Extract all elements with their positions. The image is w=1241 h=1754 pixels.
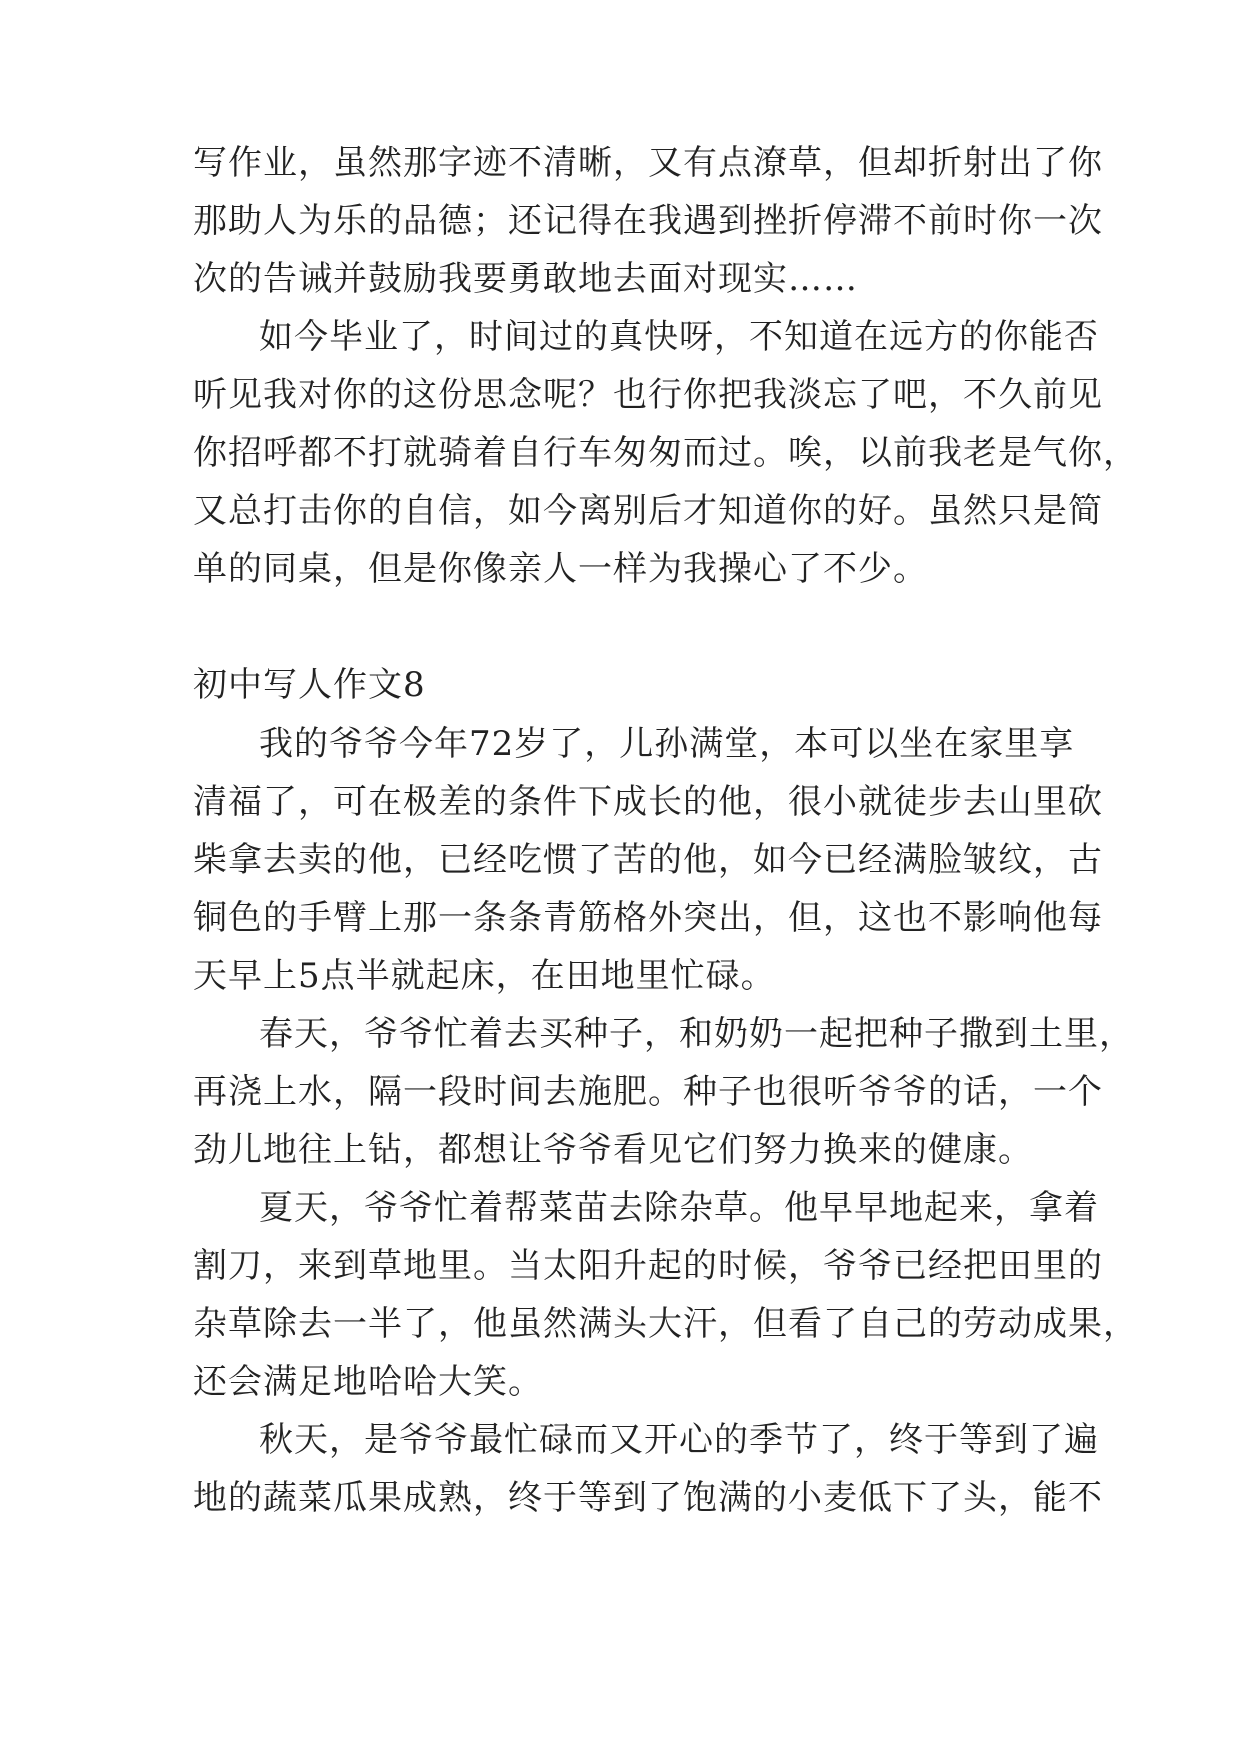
text-line: 柴拿去卖的他，已经吃惯了苦的他，如今已经满脸皱纹，古 bbox=[193, 840, 1103, 880]
text-line: 铜色的手臂上那一条条青筋格外突出，但，这也不影响他每 bbox=[193, 898, 1103, 938]
text-line: 单的同桌，但是你像亲人一样为我操心了不少。 bbox=[193, 549, 928, 589]
paragraph-first-line: 如今毕业了，时间过的真快呀，不知道在远方的你能否 bbox=[259, 317, 1099, 357]
paragraph-first-line: 我的爷爷今年72岁了，儿孙满堂，本可以坐在家里享 bbox=[259, 724, 1075, 764]
text-line: 你招呼都不打就骑着自行车匆匆而过。唉，以前我老是气你， bbox=[193, 433, 1138, 473]
paragraph-first-line: 秋天，是爷爷最忙碌而又开心的季节了，终于等到了遍 bbox=[259, 1420, 1099, 1460]
text-line: 写作业，虽然那字迹不清晰，又有点潦草，但却折射出了你 bbox=[193, 143, 1103, 183]
paragraph-first-line: 春天，爷爷忙着去买种子，和奶奶一起把种子撒到土里， bbox=[259, 1014, 1134, 1054]
text-line: 地的蔬菜瓜果成熟，终于等到了饱满的小麦低下了头，能不 bbox=[193, 1478, 1103, 1518]
text-line: 天早上5点半就起床，在田地里忙碌。 bbox=[193, 956, 776, 996]
text-line: 杂草除去一半了，他虽然满头大汗，但看了自己的劳动成果， bbox=[193, 1304, 1138, 1344]
text-line: 割刀，来到草地里。当太阳升起的时候，爷爷已经把田里的 bbox=[193, 1246, 1103, 1286]
section-heading: 初中写人作文8 bbox=[193, 665, 426, 705]
text-line: 再浇上水，隔一段时间去施肥。种子也很听爷爷的话，一个 bbox=[193, 1072, 1103, 1112]
text-line: 那助人为乐的品德；还记得在我遇到挫折停滞不前时你一次 bbox=[193, 201, 1103, 241]
paragraph-first-line: 夏天，爷爷忙着帮菜苗去除杂草。他早早地起来，拿着 bbox=[259, 1188, 1099, 1228]
text-line: 听见我对你的这份思念呢？也行你把我淡忘了吧，不久前见 bbox=[193, 375, 1103, 415]
text-line: 劲儿地往上钻，都想让爷爷看见它们努力换来的健康。 bbox=[193, 1130, 1033, 1170]
text-line: 又总打击你的自信，如今离别后才知道你的好。虽然只是简 bbox=[193, 491, 1103, 531]
text-line: 还会满足地哈哈大笑。 bbox=[193, 1362, 543, 1402]
text-line: 次的告诫并鼓励我要勇敢地去面对现实…… bbox=[193, 259, 858, 299]
text-line: 清福了，可在极差的条件下成长的他，很小就徒步去山里砍 bbox=[193, 782, 1103, 822]
